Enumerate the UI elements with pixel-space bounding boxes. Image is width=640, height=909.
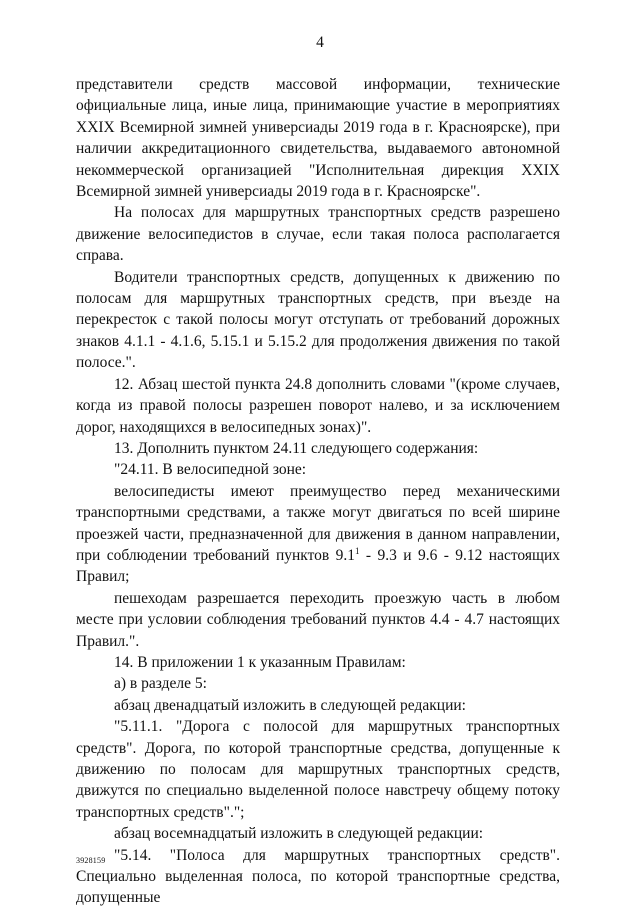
- paragraph-7-superscript: 1: [355, 545, 360, 556]
- paragraph-2: На полосах для маршрутных транспортных средств разрешено движение велосипедистов в случае, если такая полоса располагается справа.: [76, 204, 560, 265]
- footer-document-code: 3928159: [76, 856, 106, 865]
- paragraph-7-text-after: - 9.3 и 9.6 - 9.12 настоящих Правил;: [76, 546, 560, 586]
- paragraph-6: "24.11. В велосипедной зоне:: [114, 461, 307, 479]
- page-number: 4: [316, 34, 324, 51]
- paragraph-11: абзац двенадцатый изложить в следующей редакции:: [114, 696, 466, 714]
- paragraph-12: "5.11.1. "Дорога с полосой для маршрутных транспортных средств". Дорога, по которой транспортные средства, допущенные к движению по полосам для маршрутных транспортных средств, движутся по специально выделенной полосе навстречу общему потоку транспортных средств".";: [76, 718, 560, 821]
- paragraph-10: а) в разделе 5:: [114, 675, 207, 693]
- paragraph-14: "5.14. "Полоса для маршрутных транспортных средств". Специально выделенная полоса, по которой транспортные средства, допущенные: [76, 846, 560, 907]
- document-body: [76, 74, 560, 909]
- paragraph-9: 14. В приложении 1 к указанным Правилам:: [114, 653, 406, 671]
- paragraph-1: представители средств массовой информации, технические официальные лица, иные лица, принимающие участие в мероприятиях XXIX Всемирной зимней универсиады 2019 года в г. Красноярске), при наличии аккредитационного свидетельства, выдаваемого автономной некоммерческой организацией "Исполнительная дирекция XXIX Всемирной зимней универсиады 2019 года в г. Красноярске".: [76, 76, 560, 201]
- paragraph-4: 12. Абзац шестой пункта 24.8 дополнить словами "(кроме случаев, когда из правой полосы разрешен поворот налево, и за исключением дорог, находящихся в велосипедных зонах)".: [76, 375, 560, 436]
- paragraph-7-text-before: велосипедисты имеют преимущество перед механическими транспортными средствами, а также могут двигаться по всей ширине проезжей части, предназначенной для движения в данном направлении, при соблюдении требований пунктов 9.1: [76, 482, 560, 564]
- paragraph-13: абзац восемнадцатый изложить в следующей редакции:: [114, 825, 484, 843]
- paragraph-8: пешеходам разрешается переходить проезжую часть в любом месте при условии соблюдения требований пунктов 4.4 - 4.7 настоящих Правил.".: [76, 589, 560, 650]
- paragraph-7: [76, 481, 560, 588]
- paragraph-5: 13. Дополнить пунктом 24.11 следующего содержания:: [114, 439, 479, 457]
- paragraph-3: Водители транспортных средств, допущенных к движению по полосам для маршрутных транспортных средств, при въезде на перекресток с такой полосы могут отступать от требований дорожных знаков 4.1.1 - 4.1.6, 5.15.1 и 5.15.2 для продолжения движения по такой полосе.".: [76, 268, 560, 372]
